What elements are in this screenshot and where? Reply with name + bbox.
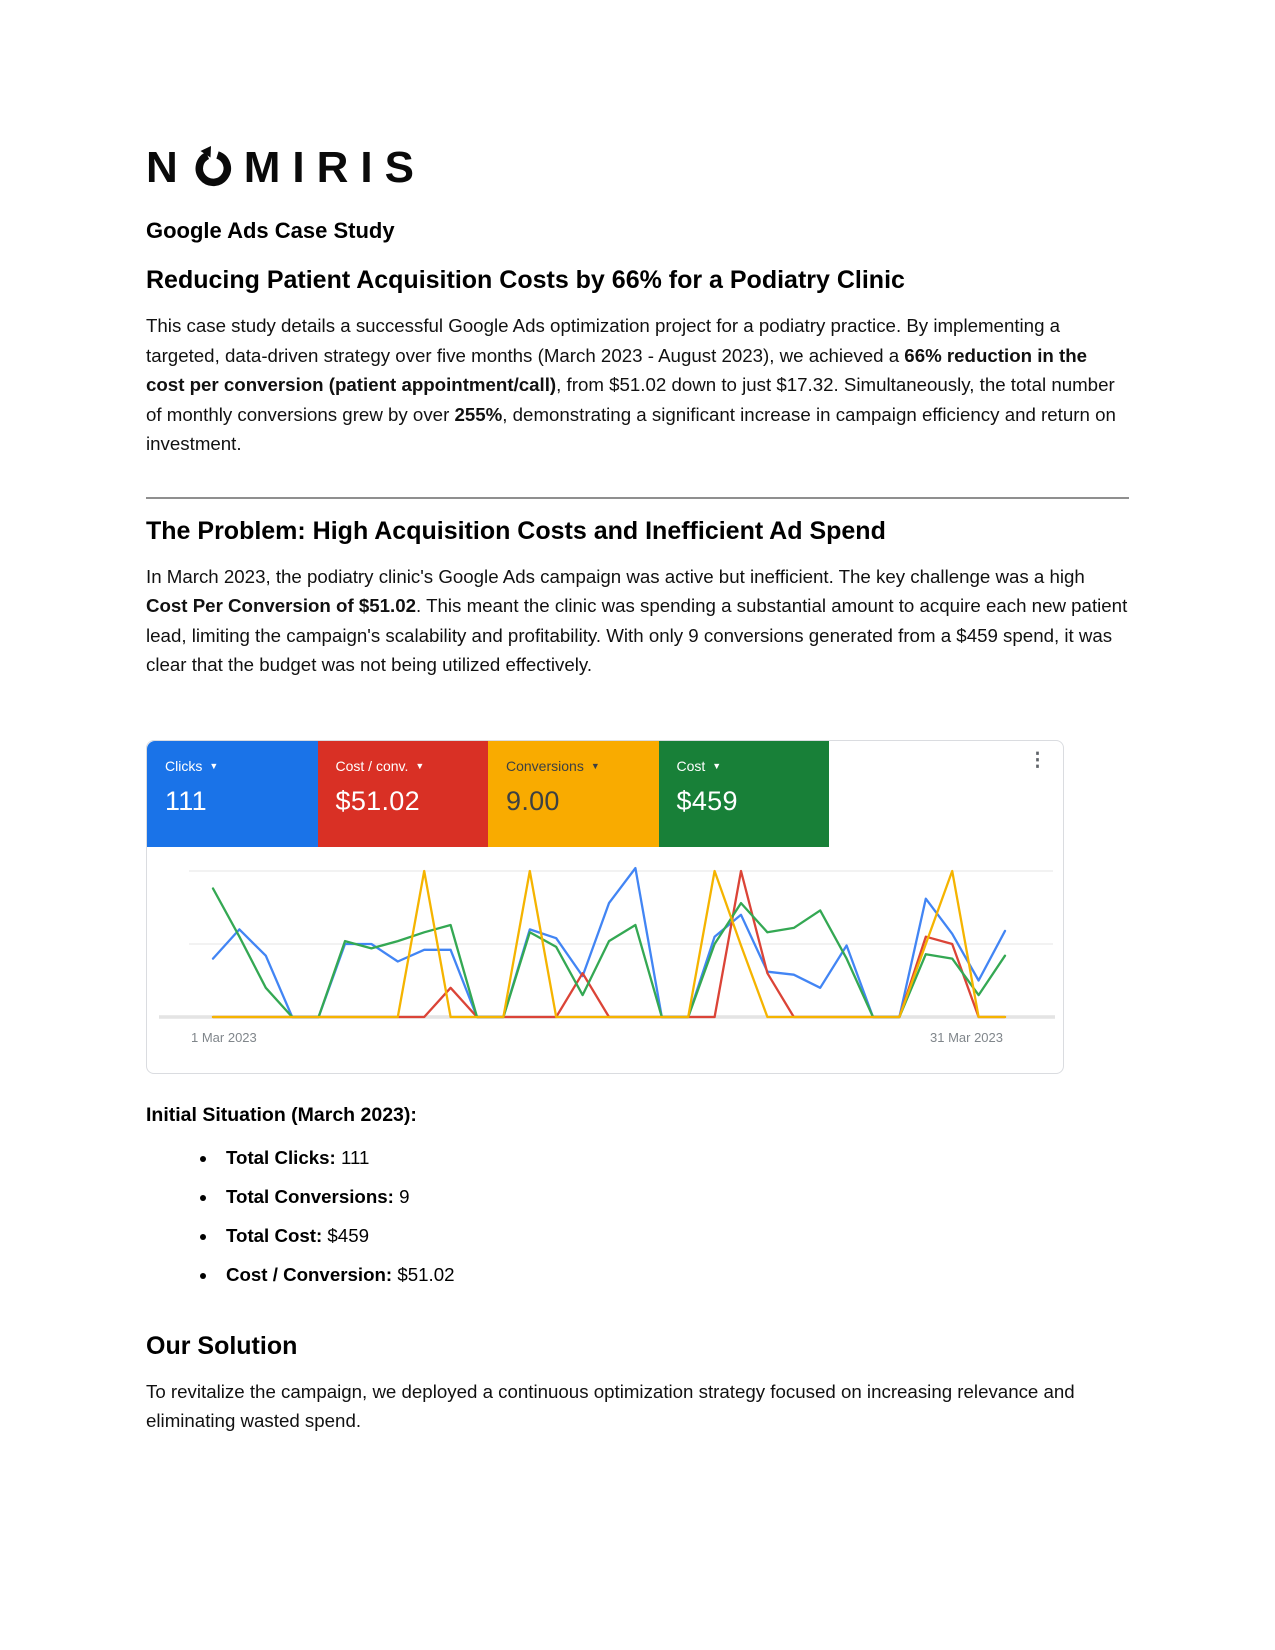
metric-tile-label: Cost / conv. — [335, 757, 409, 774]
metric-selector-cost[interactable] — [677, 758, 812, 774]
stat-value: $459 — [327, 1224, 369, 1246]
trend-chart-area — [147, 851, 1063, 1045]
metric-tile-value: $51.02 — [335, 785, 420, 816]
multi-series-line-chart — [147, 851, 1063, 1023]
solution-heading: Our Solution — [146, 1331, 298, 1360]
dropdown-caret-icon: ▼ — [415, 760, 425, 771]
metric-tile-label: Cost — [676, 757, 706, 774]
rotate-arrow-o-icon — [192, 143, 234, 194]
list-item — [218, 1143, 1129, 1173]
stat-value: 111 — [340, 1146, 370, 1168]
stat-label: Cost / Conversion: — [226, 1263, 393, 1285]
dropdown-caret-icon: ▼ — [590, 760, 600, 771]
stat-label: Total Cost: — [226, 1224, 323, 1246]
horizontal-rule — [146, 497, 1129, 499]
dropdown-caret-icon: ▼ — [712, 760, 722, 771]
metric-tile-value: 111 — [165, 785, 207, 816]
stat-label: Total Conversions: — [226, 1185, 394, 1207]
metric-tile-value: 9.00 — [506, 785, 560, 816]
chart-line-cost — [213, 888, 1005, 1017]
stat-value: $51.02 — [397, 1263, 455, 1285]
kebab-menu-icon[interactable]: ⋮ — [1028, 749, 1047, 771]
metric-selector-conversions[interactable] — [506, 758, 641, 774]
problem-heading: The Problem: High Acquisition Costs and Inefficient Ad Spend — [146, 516, 886, 545]
google-ads-metrics-card — [146, 740, 1064, 1074]
page-title: Reducing Patient Acquisition Costs by 66% for a Podiatry Clinic — [146, 266, 905, 294]
intro-paragraph: This case study details a successful Google Ads optimization project for a podiatry practice. By implementing a targeted, data-driven strategy over five months (March 2023 - August 2023), we achieved a 66% reduction in the cost per conversion (patient appointment/call), from $51.02 down to just $17.32. Simultaneously, the total number of monthly conversions grew by over 255%, demonstrating a significant increase in campaign efficiency and return on investment. — [146, 315, 1116, 454]
problem-paragraph: In March 2023, the podiatry clinic's Google Ads campaign was active but inefficient. The key challenge was a high Cost Per Conversion of $51.02. This meant the clinic was spending a substantial amount to acquire each new patient lead, limiting the campaign's scalability and profitability. With only 9 conversions generated from a $459 spend, it was clear that the budget was not being utilized effectively. — [146, 565, 1128, 675]
metric-tile-clicks[interactable] — [147, 741, 318, 847]
list-item — [218, 1260, 1129, 1290]
x-axis-end-label: 31 Mar 2023 — [930, 1029, 1003, 1045]
logo-letter-n: N — [146, 143, 190, 192]
list-item — [218, 1221, 1129, 1251]
metric-tile-label: Clicks — [165, 757, 203, 774]
logo-letters-miris: MIRIS — [243, 143, 427, 192]
solution-paragraph: To revitalize the campaign, we deployed a continuous optimization strategy focused on increasing relevance and eliminating wasted spend. — [146, 1380, 1075, 1431]
dropdown-caret-icon: ▼ — [209, 760, 219, 771]
metric-tile-label: Conversions — [506, 757, 584, 774]
metric-selector-cost-per-conv[interactable] — [336, 758, 471, 774]
list-item — [218, 1182, 1129, 1212]
initial-stats-list — [146, 1143, 1129, 1290]
metric-selector-clicks[interactable] — [165, 758, 300, 774]
doc-eyebrow: Google Ads Case Study — [146, 218, 395, 243]
metric-tile-value: $459 — [676, 785, 738, 816]
x-axis-start-label: 1 Mar 2023 — [191, 1029, 257, 1045]
stat-value: 9 — [399, 1185, 410, 1207]
metric-tiles — [147, 741, 1063, 847]
nomiris-logo — [146, 142, 1129, 194]
stat-label: Total Clicks: — [226, 1146, 336, 1168]
metric-tile-cost[interactable] — [659, 741, 830, 847]
metric-tile-conversions[interactable] — [488, 741, 659, 847]
metric-tile-cost-per-conv[interactable] — [318, 741, 489, 847]
initial-situation-heading: Initial Situation (March 2023): — [146, 1103, 417, 1126]
x-axis-labels — [147, 1028, 1063, 1045]
